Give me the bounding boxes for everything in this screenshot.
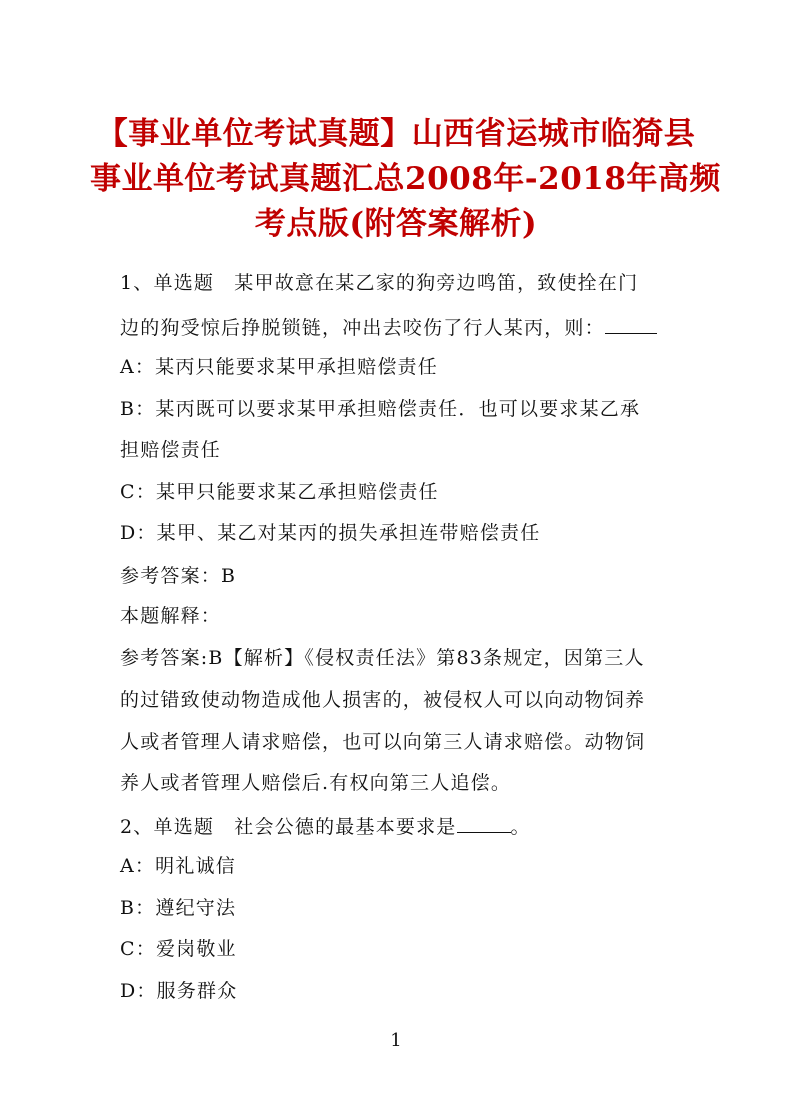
q2-option-c: C：爱岗敬业 [120, 938, 237, 960]
answer-blank [605, 313, 657, 334]
q1-explanation-line-3: 人或者管理人请求赔偿，也可以向第三人请求赔偿。动物饲 [120, 731, 646, 753]
q1-stem-line-1: 1、单选题 某甲故意在某乙家的狗旁边鸣笛，致使拴在门 [120, 272, 639, 294]
q1-option-b-line-1: B：某丙既可以要求某甲承担赔偿责任．也可以要求某乙承 [120, 398, 641, 420]
q1-explanation-line-4: 养人或者管理人赔偿后.有权向第三人追偿。 [120, 772, 512, 794]
q1-explanation-label: 本题解释： [120, 605, 222, 627]
q1-explanation-line-1: 参考答案:B【解析】《侵权责任法》第83条规定，因第三人 [120, 647, 645, 669]
q2-stem-suffix: 。 [510, 816, 531, 838]
q1-explanation-line-2: 的过错致使动物造成他人损害的，被侵权人可以向动物饲养 [120, 689, 646, 711]
q2-option-b: B：遵纪守法 [120, 897, 237, 919]
q1-option-d: D：某甲、某乙对某丙的损失承担连带赔偿责任 [120, 522, 541, 544]
q1-stem-text: 边的狗受惊后挣脱锁链，冲出去咬伤了行人某丙，则： [120, 317, 605, 339]
q2-stem [120, 812, 680, 840]
document-title [90, 112, 721, 247]
page-number: 1 [390, 1030, 402, 1051]
q2-stem-prefix: 2、单选题 社会公德的最基本要求是 [120, 816, 457, 838]
q1-option-a: A：某丙只能要求某甲承担赔偿责任 [120, 356, 438, 378]
q2-option-d: D：服务群众 [120, 980, 238, 1002]
title-line-1: 【事业单位考试真题】山西省运城市临猗县 [96, 116, 696, 152]
title-line-3: 考点版(附答案解析) [254, 206, 538, 242]
title-line-2: 事业单位考试真题汇总2008年-2018年高频 [90, 161, 721, 197]
q2-option-a: A：明礼诚信 [120, 855, 236, 877]
q1-option-c: C：某甲只能要求某乙承担赔偿责任 [120, 481, 439, 503]
q1-answer: 参考答案：B [120, 565, 237, 587]
q1-option-b-line-2: 担赔偿责任 [120, 439, 222, 461]
q1-stem-line-2 [120, 313, 680, 341]
answer-blank [457, 812, 511, 833]
